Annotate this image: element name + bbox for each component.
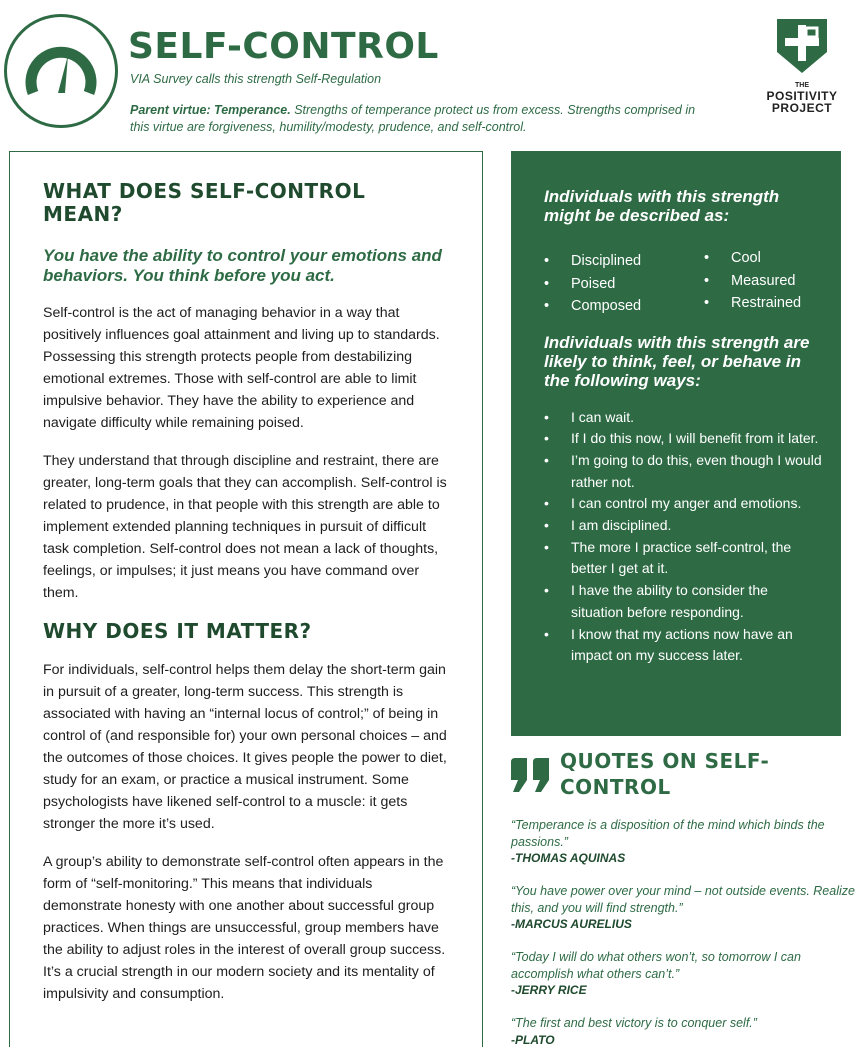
- gauge-icon: [4, 14, 118, 128]
- virtue-text: Strengths of temperance protect us from excess. Strengths comprised in this virtue are forgiveness, humility/modesty, prudence, and self-control.: [130, 103, 696, 134]
- quotes-heading-line-1: QUOTES ON SELF-: [560, 749, 770, 773]
- parent-virtue: [130, 102, 710, 136]
- trait-item: • Composed: [544, 295, 704, 318]
- paragraph-2: They understand that through discipline and restraint, there are greater, long-term goals that they can accomplish. Self-control is related to prudence, in that people with this strength are able to implement extended planning techniques in pursuit of difficult task completion. Self-control does not mean a lack of thoughts, feelings, or impulses; it just means you have command over them.: [43, 453, 447, 601]
- logo-text-positivity: POSITIVITY: [766, 89, 838, 103]
- traits-column-1: [544, 250, 704, 318]
- trait-item: • Disciplined: [544, 250, 704, 273]
- ways-list: [544, 407, 823, 667]
- quote-marks-icon: [511, 758, 553, 794]
- page-title: SELF-CONTROL: [128, 26, 439, 67]
- shield-icon: [773, 16, 831, 76]
- main-content-box: [9, 151, 483, 1047]
- ways-item: • I can control my anger and emotions.: [544, 493, 823, 515]
- section-heading-meaning: WHAT DOES SELF-CONTROL MEAN?: [43, 179, 366, 226]
- trait-item: • Poised: [544, 273, 704, 296]
- lead-statement: You have the ability to control your emotions and behaviors. You think before you act.: [43, 246, 442, 285]
- ways-item: • I can wait.: [544, 407, 823, 429]
- ways-item: • I’m going to do this, even though I would rather not.: [544, 450, 823, 493]
- quote-author: -PLATO: [511, 1032, 555, 1047]
- positivity-project-logo: [752, 16, 852, 114]
- quote-author: -MARCUS AURELIUS: [511, 917, 632, 931]
- quote-text: “The first and best victory is to conquer self.”: [511, 1016, 757, 1030]
- virtue-label: Parent virtue: Temperance.: [130, 103, 291, 117]
- ways-heading: Individuals with this strength are likely to think, feel, or behave in the following ways:: [544, 332, 810, 390]
- quote-author: -THOMAS AQUINAS: [511, 851, 626, 865]
- ways-item: • If I do this now, I will benefit from it later.: [544, 428, 823, 450]
- ways-item: • I am disciplined.: [544, 515, 823, 537]
- traits-heading: Individuals with this strength might be described as:: [544, 187, 780, 225]
- paragraph-4: A group’s ability to demonstrate self-control often appears in the form of “self-monitoring.” This means that individuals demonstrate honesty with one another about successful group practices. When things are unsuccessful, group members have the ability to adjust roles in the interest of overall group success. It’s a crucial strength in our modern society and its mentality of impulsivity and consumption.: [43, 854, 446, 1002]
- traits-list: [544, 247, 823, 318]
- quote-item: [511, 883, 856, 932]
- logo-text-the: THE: [795, 82, 809, 89]
- quote-item: [511, 949, 856, 998]
- quote-item: [511, 1015, 856, 1048]
- quote-item: [511, 817, 856, 866]
- quote-text: “Today I will do what others won’t, so tomorrow I can accomplish what others can’t.”: [511, 950, 801, 981]
- paragraph-3: For individuals, self-control helps them delay the short-term gain in pursuit of a greater, long-term success. This strength is associated with having an “internal locus of control;” of being in control of (and responsible for) your own personal choices – and the outcomes of those choices. It gives people the power to diet, study for an exam, or practice a musical instrument. Some psychologists have likened self-control to a muscle: it gets stronger the more it’s used.: [43, 662, 447, 832]
- quote-author: -JERRY RICE: [511, 983, 587, 997]
- ways-item: • I know that my actions now have an impact on my success later.: [544, 624, 823, 667]
- quotes-heading: [560, 748, 769, 800]
- logo-text-project: PROJECT: [771, 101, 833, 115]
- page-subtitle: VIA Survey calls this strength Self-Regulation: [130, 72, 382, 86]
- paragraph-1: Self-control is the act of managing behavior in a way that positively influences goal attainment and living up to standards. Possessing this strength protects people from destabilizing emotional extremes. Those with self-control are able to limit impulsive behavior. They have the ability to experience and navigate difficulty while remaining poised.: [43, 305, 440, 431]
- trait-item: • Cool: [704, 247, 801, 270]
- trait-item: • Measured: [704, 270, 801, 293]
- quote-text: “Temperance is a disposition of the mind which binds the passions.”: [511, 818, 825, 849]
- trait-item: • Restrained: [704, 292, 801, 315]
- ways-item: • I have the ability to consider the situation before responding.: [544, 580, 823, 623]
- traits-panel: [511, 151, 841, 736]
- quotes-heading-line-2: CONTROL: [560, 775, 671, 799]
- section-heading-matter: WHY DOES IT MATTER?: [43, 619, 312, 643]
- traits-column-2: [704, 247, 801, 318]
- ways-item: • The more I practice self-control, the better I get at it.: [544, 537, 823, 580]
- quote-text: “You have power over your mind – not outside events. Realize this, and you will find strength.”: [511, 884, 855, 915]
- quotes-list: [511, 817, 856, 1052]
